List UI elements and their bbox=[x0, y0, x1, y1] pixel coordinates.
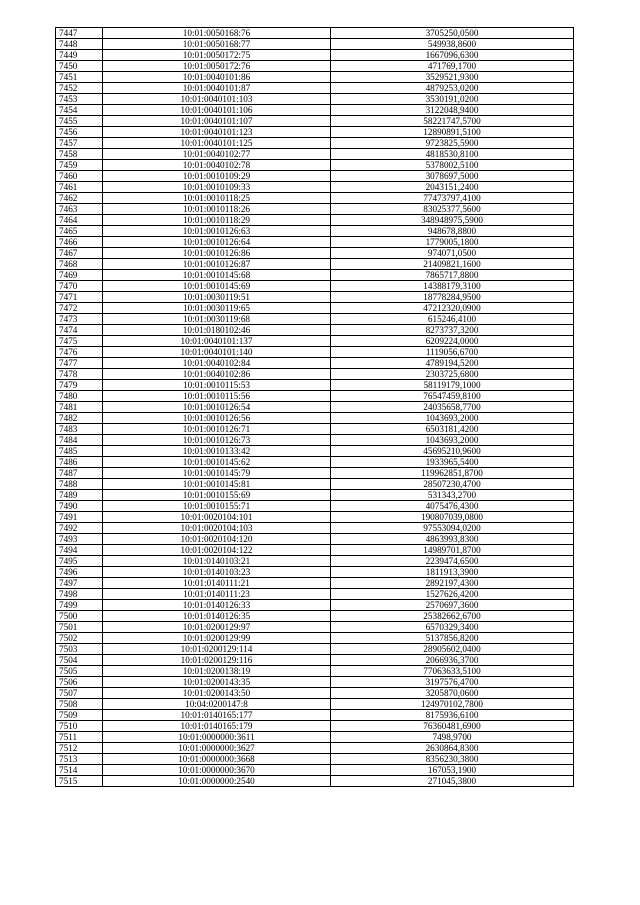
value-cell: 4789194,5200 bbox=[331, 358, 574, 369]
cadastral-number-cell: 10:01:0040101:137 bbox=[103, 336, 331, 347]
row-number-cell: 7464 bbox=[56, 215, 103, 226]
cadastral-number-cell: 10:01:0010109:29 bbox=[103, 171, 331, 182]
cadastral-number-cell: 10:01:0040101:106 bbox=[103, 105, 331, 116]
value-cell: 83025377,5600 bbox=[331, 204, 574, 215]
table-row bbox=[56, 380, 574, 391]
cadastral-number-cell: 10:01:0010126:64 bbox=[103, 237, 331, 248]
row-number-cell: 7471 bbox=[56, 292, 103, 303]
value-cell: 3197576,4700 bbox=[331, 677, 574, 688]
table-row bbox=[56, 424, 574, 435]
row-number-cell: 7493 bbox=[56, 534, 103, 545]
cadastral-number-cell: 10:01:0040101:140 bbox=[103, 347, 331, 358]
row-number-cell: 7505 bbox=[56, 666, 103, 677]
table-row bbox=[56, 292, 574, 303]
value-cell: 14989701,8700 bbox=[331, 545, 574, 556]
cadastral-number-cell: 10:01:0010109:33 bbox=[103, 182, 331, 193]
value-cell: 271045,3800 bbox=[331, 776, 574, 787]
row-number-cell: 7458 bbox=[56, 149, 103, 160]
cadastral-number-cell: 10:01:0010155:69 bbox=[103, 490, 331, 501]
table-row bbox=[56, 94, 574, 105]
cadastral-number-cell: 10:01:0200129:99 bbox=[103, 633, 331, 644]
row-number-cell: 7450 bbox=[56, 61, 103, 72]
value-cell: 5137856,8200 bbox=[331, 633, 574, 644]
table-row bbox=[56, 699, 574, 710]
value-cell: 549938,8600 bbox=[331, 39, 574, 50]
table-row bbox=[56, 149, 574, 160]
row-number-cell: 7483 bbox=[56, 424, 103, 435]
cadastral-number-cell: 10:01:0140103:21 bbox=[103, 556, 331, 567]
value-cell: 2239474,6500 bbox=[331, 556, 574, 567]
cadastral-number-cell: 10:01:0200143:35 bbox=[103, 677, 331, 688]
table-row bbox=[56, 534, 574, 545]
cadastral-number-cell: 10:01:0140126:35 bbox=[103, 611, 331, 622]
value-cell: 119962851,8700 bbox=[331, 468, 574, 479]
value-cell: 3078697,5000 bbox=[331, 171, 574, 182]
row-number-cell: 7484 bbox=[56, 435, 103, 446]
row-number-cell: 7510 bbox=[56, 721, 103, 732]
value-cell: 5378002,5100 bbox=[331, 160, 574, 171]
value-cell: 531343,2700 bbox=[331, 490, 574, 501]
value-cell: 7865717,8800 bbox=[331, 270, 574, 281]
cadastral-number-cell: 10:01:0010145:69 bbox=[103, 281, 331, 292]
cadastral-number-cell: 10:01:0020104:101 bbox=[103, 512, 331, 523]
value-cell: 9723825,5900 bbox=[331, 138, 574, 149]
value-cell: 190807039,0800 bbox=[331, 512, 574, 523]
row-number-cell: 7474 bbox=[56, 325, 103, 336]
table-row bbox=[56, 490, 574, 501]
table-row bbox=[56, 545, 574, 556]
cadastral-number-cell: 10:01:0000000:2540 bbox=[103, 776, 331, 787]
table-row bbox=[56, 72, 574, 83]
table-body bbox=[56, 28, 574, 787]
row-number-cell: 7448 bbox=[56, 39, 103, 50]
row-number-cell: 7492 bbox=[56, 523, 103, 534]
cadastral-number-cell: 10:01:0040101:87 bbox=[103, 83, 331, 94]
table-row bbox=[56, 303, 574, 314]
table-row bbox=[56, 160, 574, 171]
row-number-cell: 7453 bbox=[56, 94, 103, 105]
table-row bbox=[56, 105, 574, 116]
table-row bbox=[56, 512, 574, 523]
row-number-cell: 7460 bbox=[56, 171, 103, 182]
table-row bbox=[56, 578, 574, 589]
value-cell: 1043693,2000 bbox=[331, 435, 574, 446]
cadastral-number-cell: 10:01:0030119:51 bbox=[103, 292, 331, 303]
row-number-cell: 7512 bbox=[56, 743, 103, 754]
value-cell: 77063633,5100 bbox=[331, 666, 574, 677]
value-cell: 8356230,3800 bbox=[331, 754, 574, 765]
value-cell: 2066936,3700 bbox=[331, 655, 574, 666]
cadastral-number-cell: 10:01:0050172:75 bbox=[103, 50, 331, 61]
cadastral-number-cell: 10:01:0040101:107 bbox=[103, 116, 331, 127]
row-number-cell: 7507 bbox=[56, 688, 103, 699]
table-row bbox=[56, 182, 574, 193]
row-number-cell: 7496 bbox=[56, 567, 103, 578]
table-row bbox=[56, 116, 574, 127]
table-row bbox=[56, 347, 574, 358]
cadastral-number-cell: 10:01:0200129:114 bbox=[103, 644, 331, 655]
value-cell: 45695210,9600 bbox=[331, 446, 574, 457]
row-number-cell: 7495 bbox=[56, 556, 103, 567]
value-cell: 1119056,6700 bbox=[331, 347, 574, 358]
table-row bbox=[56, 270, 574, 281]
value-cell: 2630864,8300 bbox=[331, 743, 574, 754]
row-number-cell: 7487 bbox=[56, 468, 103, 479]
table-row bbox=[56, 248, 574, 259]
row-number-cell: 7462 bbox=[56, 193, 103, 204]
value-cell: 2303725,6800 bbox=[331, 369, 574, 380]
value-cell: 471769,1700 bbox=[331, 61, 574, 72]
row-number-cell: 7480 bbox=[56, 391, 103, 402]
row-number-cell: 7515 bbox=[56, 776, 103, 787]
row-number-cell: 7485 bbox=[56, 446, 103, 457]
value-cell: 4818530,8100 bbox=[331, 149, 574, 160]
cadastral-number-cell: 10:01:0010126:56 bbox=[103, 413, 331, 424]
cadastral-number-cell: 10:01:0050172:76 bbox=[103, 61, 331, 72]
cadastral-number-cell: 10:01:0140111:21 bbox=[103, 578, 331, 589]
cadastral-number-cell: 10:01:0000000:3668 bbox=[103, 754, 331, 765]
row-number-cell: 7489 bbox=[56, 490, 103, 501]
cadastral-number-cell: 10:01:0200138:19 bbox=[103, 666, 331, 677]
cadastral-number-cell: 10:01:0000000:3627 bbox=[103, 743, 331, 754]
cadastral-number-cell: 10:01:0040102:78 bbox=[103, 160, 331, 171]
row-number-cell: 7498 bbox=[56, 589, 103, 600]
table-row bbox=[56, 204, 574, 215]
value-cell: 4075476,4300 bbox=[331, 501, 574, 512]
table-row bbox=[56, 50, 574, 61]
table-row bbox=[56, 369, 574, 380]
table-row bbox=[56, 600, 574, 611]
row-number-cell: 7477 bbox=[56, 358, 103, 369]
cadastral-number-cell: 10:01:0010145:79 bbox=[103, 468, 331, 479]
row-number-cell: 7500 bbox=[56, 611, 103, 622]
table-row bbox=[56, 633, 574, 644]
row-number-cell: 7494 bbox=[56, 545, 103, 556]
table-row bbox=[56, 523, 574, 534]
row-number-cell: 7482 bbox=[56, 413, 103, 424]
value-cell: 6570329,3400 bbox=[331, 622, 574, 633]
table-row bbox=[56, 611, 574, 622]
cadastral-number-cell: 10:01:0140126:33 bbox=[103, 600, 331, 611]
table-row bbox=[56, 259, 574, 270]
table-row bbox=[56, 479, 574, 490]
row-number-cell: 7514 bbox=[56, 765, 103, 776]
table-row bbox=[56, 226, 574, 237]
value-cell: 1779005,1800 bbox=[331, 237, 574, 248]
table-row bbox=[56, 391, 574, 402]
table-row bbox=[56, 567, 574, 578]
cadastral-number-cell: 10:01:0050168:77 bbox=[103, 39, 331, 50]
cadastral-number-cell: 10:01:0010126:71 bbox=[103, 424, 331, 435]
row-number-cell: 7467 bbox=[56, 248, 103, 259]
value-cell: 348948975,5900 bbox=[331, 215, 574, 226]
table-row bbox=[56, 358, 574, 369]
cadastral-number-cell: 10:01:0010118:26 bbox=[103, 204, 331, 215]
row-number-cell: 7479 bbox=[56, 380, 103, 391]
cadastral-number-cell: 10:01:0040101:123 bbox=[103, 127, 331, 138]
row-number-cell: 7465 bbox=[56, 226, 103, 237]
table-row bbox=[56, 61, 574, 72]
value-cell: 7498,9700 bbox=[331, 732, 574, 743]
table-row bbox=[56, 721, 574, 732]
value-cell: 2043151,2400 bbox=[331, 182, 574, 193]
cadastral-number-cell: 10:01:0200129:116 bbox=[103, 655, 331, 666]
row-number-cell: 7503 bbox=[56, 644, 103, 655]
row-number-cell: 7486 bbox=[56, 457, 103, 468]
table-row bbox=[56, 666, 574, 677]
value-cell: 4879253,0200 bbox=[331, 83, 574, 94]
table-row bbox=[56, 765, 574, 776]
cadastral-number-cell: 10:01:0020104:122 bbox=[103, 545, 331, 556]
table-row bbox=[56, 457, 574, 468]
cadastral-number-cell: 10:01:0010115:53 bbox=[103, 380, 331, 391]
table-row bbox=[56, 138, 574, 149]
cadastral-number-cell: 10:01:0000000:3670 bbox=[103, 765, 331, 776]
value-cell: 47212320,0900 bbox=[331, 303, 574, 314]
table-row bbox=[56, 435, 574, 446]
cadastral-number-cell: 10:01:0040101:125 bbox=[103, 138, 331, 149]
table-row bbox=[56, 281, 574, 292]
value-cell: 25382662,6700 bbox=[331, 611, 574, 622]
value-cell: 167053,1900 bbox=[331, 765, 574, 776]
cadastral-number-cell: 10:01:0200143:50 bbox=[103, 688, 331, 699]
row-number-cell: 7491 bbox=[56, 512, 103, 523]
cadastral-number-cell: 10:01:0010155:71 bbox=[103, 501, 331, 512]
table-row bbox=[56, 677, 574, 688]
row-number-cell: 7449 bbox=[56, 50, 103, 61]
cadastral-number-cell: 10:01:0000000:3611 bbox=[103, 732, 331, 743]
value-cell: 1667096,6300 bbox=[331, 50, 574, 61]
row-number-cell: 7466 bbox=[56, 237, 103, 248]
table-row bbox=[56, 127, 574, 138]
row-number-cell: 7468 bbox=[56, 259, 103, 270]
value-cell: 1811913,3900 bbox=[331, 567, 574, 578]
row-number-cell: 7478 bbox=[56, 369, 103, 380]
row-number-cell: 7501 bbox=[56, 622, 103, 633]
cadastral-number-cell: 10:01:0010145:81 bbox=[103, 479, 331, 490]
value-cell: 3122048,9400 bbox=[331, 105, 574, 116]
cadastral-number-cell: 10:01:0040102:86 bbox=[103, 369, 331, 380]
row-number-cell: 7509 bbox=[56, 710, 103, 721]
row-number-cell: 7499 bbox=[56, 600, 103, 611]
cadastral-number-cell: 10:01:0030119:68 bbox=[103, 314, 331, 325]
cadastral-number-cell: 10:01:0010126:86 bbox=[103, 248, 331, 259]
value-cell: 1043693,2000 bbox=[331, 413, 574, 424]
row-number-cell: 7457 bbox=[56, 138, 103, 149]
table-row bbox=[56, 754, 574, 765]
value-cell: 76547459,8100 bbox=[331, 391, 574, 402]
row-number-cell: 7459 bbox=[56, 160, 103, 171]
cadastral-number-cell: 10:01:0040102:77 bbox=[103, 149, 331, 160]
table-row bbox=[56, 237, 574, 248]
value-cell: 28507230,4700 bbox=[331, 479, 574, 490]
cadastral-number-cell: 10:01:0010126:63 bbox=[103, 226, 331, 237]
value-cell: 14388179,3100 bbox=[331, 281, 574, 292]
value-cell: 58119179,1000 bbox=[331, 380, 574, 391]
value-cell: 6209224,0000 bbox=[331, 336, 574, 347]
value-cell: 58221747,5700 bbox=[331, 116, 574, 127]
cadastral-number-cell: 10:01:0050168:76 bbox=[103, 28, 331, 39]
value-cell: 6503181,4200 bbox=[331, 424, 574, 435]
value-cell: 8175936,6100 bbox=[331, 710, 574, 721]
table-row bbox=[56, 688, 574, 699]
table-row bbox=[56, 644, 574, 655]
table-row bbox=[56, 402, 574, 413]
table-row bbox=[56, 501, 574, 512]
table-row bbox=[56, 336, 574, 347]
table-row bbox=[56, 776, 574, 787]
row-number-cell: 7504 bbox=[56, 655, 103, 666]
row-number-cell: 7451 bbox=[56, 72, 103, 83]
cadastral-number-cell: 10:01:0040101:103 bbox=[103, 94, 331, 105]
table-row bbox=[56, 655, 574, 666]
row-number-cell: 7475 bbox=[56, 336, 103, 347]
table-row bbox=[56, 193, 574, 204]
row-number-cell: 7455 bbox=[56, 116, 103, 127]
row-number-cell: 7488 bbox=[56, 479, 103, 490]
cadastral-number-cell: 10:01:0010118:29 bbox=[103, 215, 331, 226]
table-row bbox=[56, 39, 574, 50]
cadastral-number-cell: 10:01:0200129:97 bbox=[103, 622, 331, 633]
table-row bbox=[56, 710, 574, 721]
table-row bbox=[56, 28, 574, 39]
table-row bbox=[56, 325, 574, 336]
value-cell: 948678,8800 bbox=[331, 226, 574, 237]
cadastral-number-cell: 10:01:0020104:103 bbox=[103, 523, 331, 534]
value-cell: 97553094,0200 bbox=[331, 523, 574, 534]
value-cell: 2570697,3600 bbox=[331, 600, 574, 611]
value-cell: 3530191,0200 bbox=[331, 94, 574, 105]
cadastral-number-cell: 10:01:0010133:42 bbox=[103, 446, 331, 457]
value-cell: 3205870,0600 bbox=[331, 688, 574, 699]
table-row bbox=[56, 83, 574, 94]
cadastral-number-cell: 10:01:0180102:46 bbox=[103, 325, 331, 336]
cadastral-number-cell: 10:01:0040101:86 bbox=[103, 72, 331, 83]
table-row bbox=[56, 171, 574, 182]
row-number-cell: 7481 bbox=[56, 402, 103, 413]
row-number-cell: 7463 bbox=[56, 204, 103, 215]
value-cell: 4863993,8300 bbox=[331, 534, 574, 545]
value-cell: 8273737,3200 bbox=[331, 325, 574, 336]
row-number-cell: 7490 bbox=[56, 501, 103, 512]
cadastral-number-cell: 10:01:0010115:56 bbox=[103, 391, 331, 402]
table-row bbox=[56, 556, 574, 567]
row-number-cell: 7506 bbox=[56, 677, 103, 688]
value-cell: 974071,0500 bbox=[331, 248, 574, 259]
cadastral-number-cell: 10:01:0010126:54 bbox=[103, 402, 331, 413]
row-number-cell: 7511 bbox=[56, 732, 103, 743]
row-number-cell: 7447 bbox=[56, 28, 103, 39]
table-row bbox=[56, 589, 574, 600]
cadastral-number-cell: 10:01:0010145:68 bbox=[103, 270, 331, 281]
row-number-cell: 7472 bbox=[56, 303, 103, 314]
cadastral-number-cell: 10:01:0030119:65 bbox=[103, 303, 331, 314]
value-cell: 18778284,9500 bbox=[331, 292, 574, 303]
table-row bbox=[56, 732, 574, 743]
cadastral-number-cell: 10:01:0020104:120 bbox=[103, 534, 331, 545]
row-number-cell: 7469 bbox=[56, 270, 103, 281]
value-cell: 3705250,0500 bbox=[331, 28, 574, 39]
cadastral-number-cell: 10:01:0140103:23 bbox=[103, 567, 331, 578]
row-number-cell: 7470 bbox=[56, 281, 103, 292]
cadastral-number-cell: 10:01:0140165:177 bbox=[103, 710, 331, 721]
cadastral-number-cell: 10:04:0200147:8 bbox=[103, 699, 331, 710]
cadastral-number-cell: 10:01:0010126:73 bbox=[103, 435, 331, 446]
value-cell: 76360481,6900 bbox=[331, 721, 574, 732]
cadastral-value-table bbox=[55, 27, 574, 787]
value-cell: 28905602,0400 bbox=[331, 644, 574, 655]
value-cell: 615246,4100 bbox=[331, 314, 574, 325]
row-number-cell: 7508 bbox=[56, 699, 103, 710]
value-cell: 2892197,4300 bbox=[331, 578, 574, 589]
value-cell: 3529521,9300 bbox=[331, 72, 574, 83]
row-number-cell: 7454 bbox=[56, 105, 103, 116]
table-row bbox=[56, 622, 574, 633]
row-number-cell: 7497 bbox=[56, 578, 103, 589]
value-cell: 24035658,7700 bbox=[331, 402, 574, 413]
row-number-cell: 7513 bbox=[56, 754, 103, 765]
row-number-cell: 7473 bbox=[56, 314, 103, 325]
cadastral-number-cell: 10:01:0140111:23 bbox=[103, 589, 331, 600]
row-number-cell: 7502 bbox=[56, 633, 103, 644]
value-cell: 124970102,7800 bbox=[331, 699, 574, 710]
table-row bbox=[56, 215, 574, 226]
cadastral-number-cell: 10:01:0040102:84 bbox=[103, 358, 331, 369]
table-row bbox=[56, 743, 574, 754]
cadastral-number-cell: 10:01:0010145:62 bbox=[103, 457, 331, 468]
cadastral-number-cell: 10:01:0140165:179 bbox=[103, 721, 331, 732]
table-row bbox=[56, 446, 574, 457]
row-number-cell: 7452 bbox=[56, 83, 103, 94]
value-cell: 21409821,1600 bbox=[331, 259, 574, 270]
table-row bbox=[56, 314, 574, 325]
cadastral-number-cell: 10:01:0010126:87 bbox=[103, 259, 331, 270]
table-row bbox=[56, 413, 574, 424]
value-cell: 77473797,4100 bbox=[331, 193, 574, 204]
table-row bbox=[56, 468, 574, 479]
value-cell: 1933965,5400 bbox=[331, 457, 574, 468]
value-cell: 12890891,5100 bbox=[331, 127, 574, 138]
row-number-cell: 7461 bbox=[56, 182, 103, 193]
cadastral-number-cell: 10:01:0010118:25 bbox=[103, 193, 331, 204]
row-number-cell: 7476 bbox=[56, 347, 103, 358]
row-number-cell: 7456 bbox=[56, 127, 103, 138]
value-cell: 1527626,4200 bbox=[331, 589, 574, 600]
